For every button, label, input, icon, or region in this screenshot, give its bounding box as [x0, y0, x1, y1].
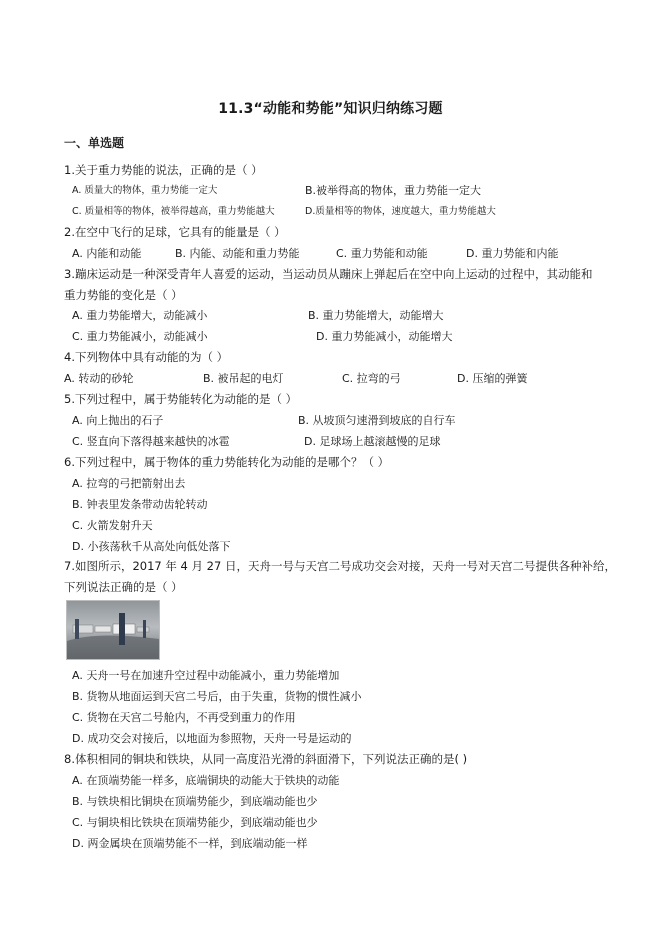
- q3-option-a: A. 重力势能增大，动能减小: [72, 309, 208, 322]
- question-7-stem-line1: 7.如图所示，2017 年 4 月 27 日，天舟一号与天宫二号成功交会对接，天舟一号对天宫二号提供各种补给，: [64, 559, 616, 573]
- q4-option-d: D. 压缩的弹簧: [457, 372, 528, 385]
- question-5-stem: 5.下列过程中，属于势能转化为动能的是（ ）: [64, 392, 298, 406]
- space-station-docking-image: [66, 600, 160, 660]
- question-4-stem: 4.下列物体中具有动能的为（ ）: [64, 350, 229, 364]
- question-3-stem-line2: 重力势能的变化是（ ）: [64, 288, 183, 302]
- section-heading: 一、单选题: [64, 136, 125, 150]
- q8-option-c: C. 与铜块相比铁块在顶端势能少，到底端动能也少: [72, 816, 318, 829]
- q6-option-a: A. 拉弯的弓把箭射出去: [72, 477, 186, 490]
- q8-option-b: B. 与铁块相比铜块在顶端势能少，到底端动能也少: [72, 795, 318, 808]
- q1-option-b: B.被举得高的物体，重力势能一定大: [305, 184, 482, 197]
- q3-option-d: D. 重力势能减小，动能增大: [316, 330, 453, 343]
- q8-option-a: A. 在顶端势能一样多，底端铜块的动能大于铁块的动能: [72, 774, 340, 787]
- question-7-stem-line2: 下列说法正确的是（ ）: [64, 580, 183, 594]
- q7-option-b: B. 货物从地面运到天宫二号后，由于失重，货物的惯性减小: [72, 690, 362, 703]
- q3-option-b: B. 重力势能增大，动能增大: [308, 309, 444, 322]
- q6-option-b: B. 钟表里发条带动齿轮转动: [72, 498, 208, 511]
- q1-option-a: A. 质量大的物体，重力势能一定大: [72, 185, 218, 196]
- q7-option-a: A. 天舟一号在加速升空过程中动能减小，重力势能增加: [72, 669, 340, 682]
- question-1-stem: 1.关于重力势能的说法，正确的是（ ）: [64, 163, 263, 177]
- question-8-stem: 8.体积相同的铜块和铁块，从同一高度沿光滑的斜面滑下，下列说法正确的是( ): [64, 752, 468, 766]
- q5-option-b: B. 从坡顶匀速滑到坡底的自行车: [298, 414, 456, 427]
- q3-option-c: C. 重力势能减小，动能减小: [72, 330, 208, 343]
- q5-option-a: A. 向上抛出的石子: [72, 414, 164, 427]
- q1-option-c: C. 质量相等的物体，被举得越高，重力势能越大: [72, 206, 275, 217]
- q5-option-d: D. 足球场上越滚越慢的足球: [304, 435, 441, 448]
- question-3-stem-line1: 3.蹦床运动是一种深受青年人喜爱的运动，当运动员从蹦床上弹起后在空中向上运动的过程中，其动能和: [64, 267, 593, 281]
- q8-option-d: D. 两金属块在顶端势能不一样，到底端动能一样: [72, 837, 308, 850]
- q2-option-a: A. 内能和动能: [72, 247, 142, 260]
- q6-option-d: D. 小孩荡秋千从高处向低处落下: [72, 540, 231, 553]
- q4-option-a: A. 转动的砂轮: [64, 372, 134, 385]
- q2-option-c: C. 重力势能和动能: [336, 247, 428, 260]
- question-6-stem: 6.下列过程中，属于物体的重力势能转化为动能的是哪个？（ ）: [64, 455, 390, 469]
- question-2-stem: 2.在空中飞行的足球，它具有的能量是（ ）: [64, 225, 286, 239]
- q5-option-c: C. 竖直向下落得越来越快的冰雹: [72, 435, 230, 448]
- q2-option-d: D. 重力势能和内能: [466, 247, 559, 260]
- q4-option-b: B. 被吊起的电灯: [203, 372, 284, 385]
- q7-option-d: D. 成功交会对接后，以地面为参照物，天舟一号是运动的: [72, 732, 352, 745]
- q2-option-b: B. 内能、动能和重力势能: [175, 247, 300, 260]
- q4-option-c: C. 拉弯的弓: [342, 372, 401, 385]
- q6-option-c: C. 火箭发射升天: [72, 519, 153, 532]
- page-title: 11.3“动能和势能”知识归纳练习题: [218, 101, 443, 117]
- q1-option-d: D.质量相等的物体，速度越大，重力势能越大: [305, 206, 496, 217]
- q7-option-c: C. 货物在天宫二号舱内，不再受到重力的作用: [72, 711, 296, 724]
